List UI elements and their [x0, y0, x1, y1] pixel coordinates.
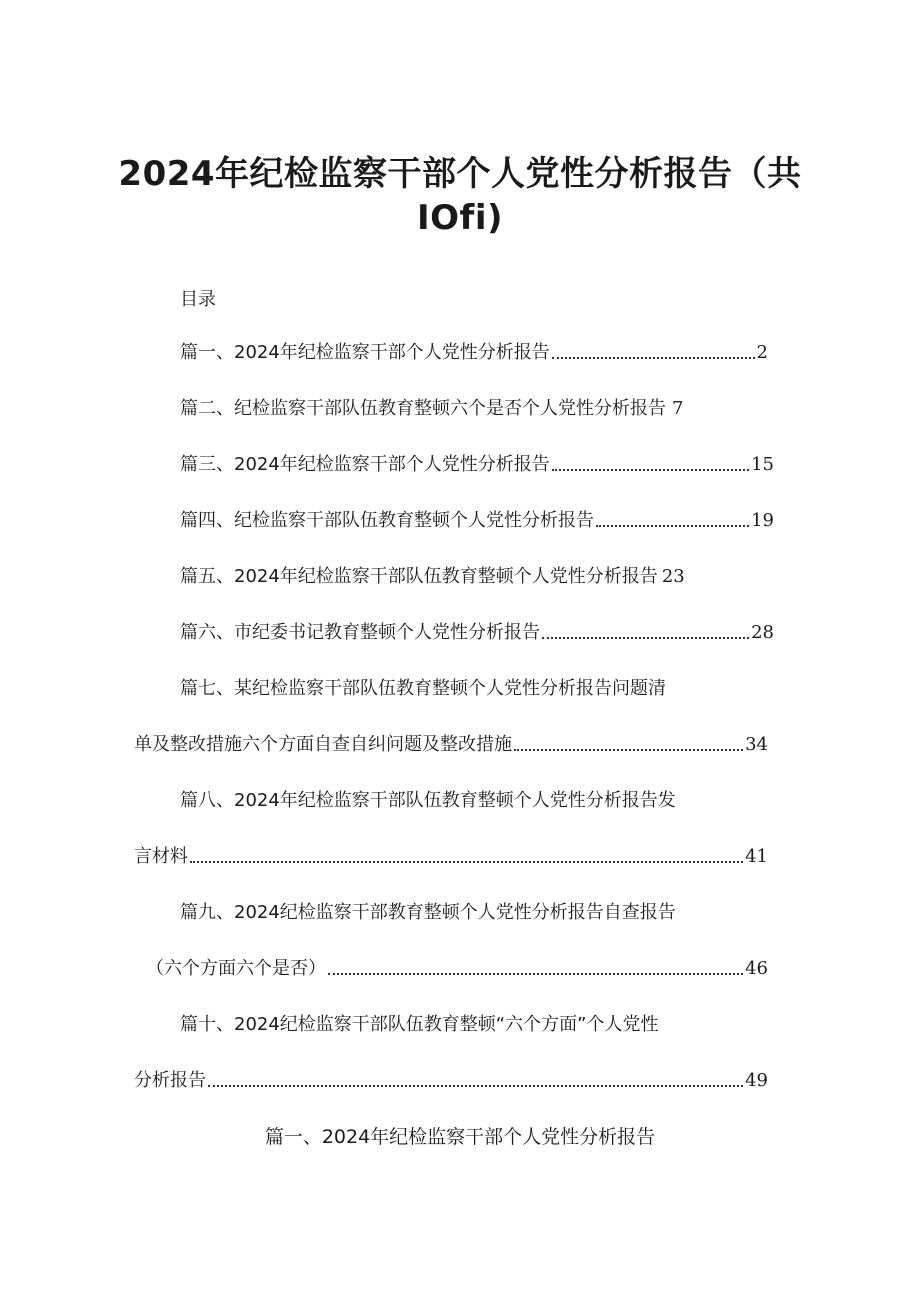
toc-page-number: 7 — [672, 398, 684, 419]
toc-page-number: 46 — [745, 958, 768, 979]
toc-entry-text: 篇三、2024年纪检监察干部个人党性分析报告 — [180, 454, 550, 475]
toc-entry-text: 篇一、2024年纪检监察干部个人党性分析报告 — [180, 342, 550, 363]
leader-dots — [552, 356, 755, 359]
toc-entry-1[interactable] — [180, 338, 768, 364]
toc-entry-7-continued[interactable] — [134, 730, 768, 756]
toc-entry-6[interactable] — [180, 618, 774, 644]
toc-page-number: 23 — [661, 566, 685, 587]
toc-entry-text: 分析报告 — [134, 1070, 206, 1091]
toc-entry-8-continued[interactable] — [134, 842, 768, 868]
toc-entry-text: 言材料 — [134, 846, 188, 867]
leader-dots — [552, 468, 749, 471]
toc-page-number: 49 — [745, 1070, 768, 1091]
toc-entry-9-continued[interactable] — [146, 954, 768, 980]
toc-entry-4[interactable] — [180, 506, 774, 532]
leader-dots — [514, 748, 743, 751]
leader-dots — [190, 860, 743, 863]
toc-entry-5[interactable] — [180, 562, 685, 588]
toc-entry-2[interactable] — [180, 394, 683, 420]
toc-page-number: 15 — [751, 454, 774, 475]
toc-entry-8[interactable] — [180, 786, 676, 812]
toc-entry-3[interactable] — [180, 450, 774, 476]
leader-dots — [208, 1084, 743, 1087]
toc-entry-text: 篇四、纪检监察干部队伍教育整顿个人党性分析报告 — [180, 510, 594, 531]
leader-dots — [596, 524, 749, 527]
section-heading: 篇一、2024年纪检监察干部个人党性分析报告 — [264, 1126, 656, 1148]
toc-page-number: 28 — [751, 622, 774, 643]
leader-dots — [328, 972, 743, 975]
toc-entry-text: 篇五、2024年纪检监察干部队伍教育整顿个人党性分析报告 — [180, 566, 658, 587]
toc-entry-text: 篇七、某纪检监察干部队伍教育整顿个人党性分析报告问题清 — [180, 678, 666, 699]
document-title: 2024年纪检监察干部个人党性分析报告（共 — [118, 154, 802, 194]
toc-page-number: 41 — [745, 846, 768, 867]
toc-entry-9[interactable] — [180, 898, 676, 924]
document-title-continued: IOfi) — [416, 198, 504, 238]
toc-entry-10[interactable] — [180, 1010, 658, 1036]
toc-entry-text: 篇二、纪检监察干部队伍教育整顿六个是否个人党性分析报告 — [180, 398, 666, 419]
toc-label: 目录 — [180, 289, 216, 310]
leader-dots — [542, 636, 749, 639]
toc-entry-text: 篇八、2024年纪检监察干部队伍教育整顿个人党性分析报告发 — [180, 790, 676, 811]
toc-entry-10-continued[interactable] — [134, 1066, 768, 1092]
toc-entry-text: 篇九、2024纪检监察干部教育整顿个人党性分析报告自查报告 — [180, 902, 676, 923]
toc-page-number: 19 — [751, 510, 774, 531]
toc-entry-text: 篇十、2024纪检监察干部队伍教育整顿“六个方面”个人党性 — [180, 1014, 659, 1035]
toc-page-number: 34 — [745, 734, 768, 755]
toc-entry-text: 篇六、市纪委书记教育整顿个人党性分析报告 — [180, 622, 540, 643]
toc-entry-7[interactable] — [180, 674, 666, 700]
toc-entry-text: （六个方面六个是否） — [146, 958, 326, 979]
toc-page-number: 2 — [756, 342, 768, 363]
toc-entry-text: 单及整改措施六个方面自查自纠问题及整改措施 — [134, 734, 512, 755]
